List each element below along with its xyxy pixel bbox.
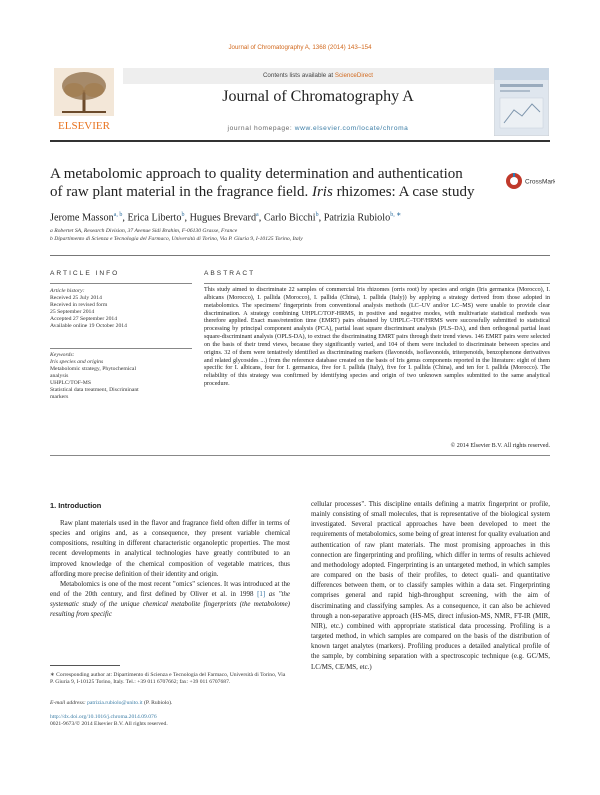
keyword: markers: [50, 394, 69, 400]
homepage-link[interactable]: www.elsevier.com/locate/chroma: [294, 125, 409, 132]
paragraph: Raw plant materials used in the flavor and fragrance field often differ in terms of species and origins and, as a consequence, they present variable chemical compositions, resulting in different characteristic organoleptic properties. The most recent developments in analytical technologies have greatly contributed to an improved knowledge of the chemical composition of vegetable matrices, thus affording more precise definition of their identity and origin.: [50, 519, 290, 578]
keyword: analysis: [50, 373, 69, 379]
header-rule: [50, 140, 550, 142]
history-item: Accepted 27 September 2014: [50, 316, 118, 322]
keyword: UHPLC/TOF-MS: [50, 380, 91, 386]
abstract-heading: ABSTRACT: [204, 270, 256, 277]
title-line-2b: Iris: [311, 184, 333, 200]
publisher-name: ELSEVIER: [58, 120, 110, 132]
title-line-2c: rhizomes: A case study: [332, 184, 475, 200]
journal-cover-image[interactable]: [494, 68, 549, 136]
article-title: [50, 165, 505, 201]
author[interactable]: Hugues Brevard: [189, 212, 257, 224]
author[interactable]: Erica Liberto: [127, 212, 182, 224]
divider: [204, 283, 550, 284]
keyword: Metabolomic strategy, Phytochemical: [50, 366, 137, 372]
journal-reference[interactable]: Journal of Chromatography A, 1368 (2014) 143–154: [228, 44, 372, 51]
journal-homepage: [123, 125, 513, 132]
elsevier-logo[interactable]: [50, 66, 118, 132]
keyword: Statistical data treatment, Discriminant: [50, 387, 139, 393]
divider: [50, 455, 550, 456]
crossmark-badge[interactable]: [505, 170, 555, 192]
history-item: Received 25 July 2014: [50, 295, 102, 301]
email-note: E-mail address: patrizia.rubiolo@unito.it (P. Rubiolo).: [50, 700, 173, 706]
author[interactable]: Patrizia Rubiolo: [323, 212, 391, 224]
keyword: Iris species and origins: [50, 359, 104, 365]
elsevier-tree-icon: [50, 66, 118, 132]
article-info-heading: ARTICLE INFO: [50, 270, 120, 277]
homepage-prefix: journal homepage:: [227, 125, 295, 132]
body-column-left: [50, 518, 290, 620]
affiliation: a Robertet SA, Research Division, 37 Avenue Sidi Brahim, F-06130 Grasse, France: [50, 228, 238, 234]
abstract-text: This study aimed to discriminate 22 samples of commercial Iris rhizomes (orris root) by species and origin (Iris germanica (Morocco), I. albicans (Morocco), I. pallida (Morocco), I. pallida (China), I. pallida (Italy)) by applying a strategy derived from those adopted in metabolomics. The specimens' fingerprints from conventional analysis methods (LC–UV and/or LC–MS) were unable to provide clear discrimination. A strategy combining UHPLC/TOF-HRMS, in positive and negative modes, with multivariate statistical methods was therefore applied. Exact mass/retention time (EMRT) pairs obtained by UHPLC–TOF/HRMS were successfully submitted to statistical processing by principal component analysis (PCA), partial least square discriminant analysis (PLS–DA), and then orthogonal partial least square-discriminant analysis (OPLS-DA), to extract the discriminating EMRT pairs through their trend views. 146 EMRT pairs were selected on the basis of their trend views, because they significantly varied, and 104 of them were included to discriminate between species and origins. 32 of them were tentatively identified as discriminating markers (flavonoids, isoflavonoids, triterpenoids, benzophenone derivatives and related glycosides ...) from the reference database created on the basis of Iris genus components reported in the literature: eight of them specific for I. albicans, four for I. germanica, five for I. pallida (Italy), five for I. pallida (China), and ten for I. pallida (Morocco). The reliability of this strategy was confirmed by identifying species and origin of two unknown samples submitted to the same analytical procedure.: [204, 287, 550, 388]
journal-title: Journal of Chromatography A: [222, 88, 414, 105]
paragraph: cellular processes". This discipline entails defining a matrix fingerprint or profile, mainly consisting of small molecules, that is representative of the biological system investigated. Several practical approaches have been developed to meet the requirements of metabolomics, some being of great interest for quality evaluation and authentication of raw plant materials. The most promising approaches in this connection are fingerprinting and profiling, which differ in terms of results achieved and methodology adopted. Fingerprinting is an untargeted method, in which samples are compared on the basis of their profiles, to detect quali- and quantitative differences between them, or to classify samples within a data set. Fingerprinting comprises general and rapid high-throughput screening, with the aim of discriminating and classifying samples. As a consequence, it can also be achieved through a non-separative approach (HS-MS, direct infusion-MS, NMR, FT-IR (MIR, NIR), etc.) combined with appropriate statistical data processing. Profiling is a targeted method, in which samples are compared on the basis of the distribution of known target analytes (markers). Profiling produces a detailed analytical profile of the sample, by combining separation with a spectroscopic technique (e.g. GC/MS, LC/MS, CE/MS, etc.): [311, 500, 550, 671]
issn-line: 0021-9673/© 2014 Elsevier B.V. All rights reserved.: [50, 721, 168, 727]
doi: [50, 714, 290, 721]
abstract-copyright: © 2014 Elsevier B.V. All rights reserved.: [450, 443, 550, 449]
body-column-right: [311, 499, 550, 672]
history-label: Article history:: [50, 288, 85, 294]
history-item: 25 September 2014: [50, 309, 95, 315]
author[interactable]: Carlo Bicchi: [263, 212, 316, 224]
paragraph: Metabolomics is one of the most recent "omics" sciences. It was introduced at the end of the 20th century, and first defined by Oliver et al. in 1998 [1] as "the systematic study of the unique chemical metabolite fingerprints (the metabolome) resulting from specific: [50, 579, 290, 619]
history-item: Received in revised form: [50, 302, 108, 308]
author[interactable]: Jerome Masson: [50, 212, 114, 224]
contents-prefix: Contents lists available at: [262, 72, 335, 79]
divider: [50, 255, 550, 256]
doi-link[interactable]: http://dx.doi.org/10.1016/j.chroma.2014.09.076: [50, 714, 157, 720]
sciencedirect-link[interactable]: ScienceDirect: [334, 72, 374, 79]
crossmark-label: CrossMark: [525, 178, 555, 186]
email-link[interactable]: patrizia.rubiolo@unito.it: [87, 700, 143, 706]
footnote-rule: [50, 665, 120, 666]
title-line-2a: of raw plant material in the fragrance field.: [50, 184, 312, 200]
divider: [50, 283, 192, 284]
title-line-1: A metabolomic approach to quality determination and authentication: [50, 166, 463, 182]
affiliation: b Dipartimento di Scienza e Tecnologia del Farmaco, Università di Torino, Via P. Giuria 9, I-10125 Torino, Italy: [50, 236, 303, 242]
keywords-label: Keywords:: [50, 352, 75, 358]
history-item: Available online 19 October 2014: [50, 323, 127, 329]
citation-link[interactable]: [1]: [257, 590, 266, 599]
author-list: Jerome Masson$^{a, b}$, Erica Liberto$^b$, Hugues Brevard$^a$, Carlo Bicchi$^b$, Patrizia Rubiolo$^{b, ∗}$: [50, 212, 402, 224]
section-heading-introduction: 1. Introduction: [50, 501, 102, 510]
corresponding-author-note: ∗ Corresponding author at: Dipartimento di Scienza e Tecnologia del Farmaco, Università di Torino, Via P. Giuria 9, I-10125 Torino, Italy. Tel.: +39 011 6707662; fax: +39 011 6707687.: [50, 672, 286, 685]
divider: [50, 348, 192, 349]
contents-line: [123, 72, 513, 79]
